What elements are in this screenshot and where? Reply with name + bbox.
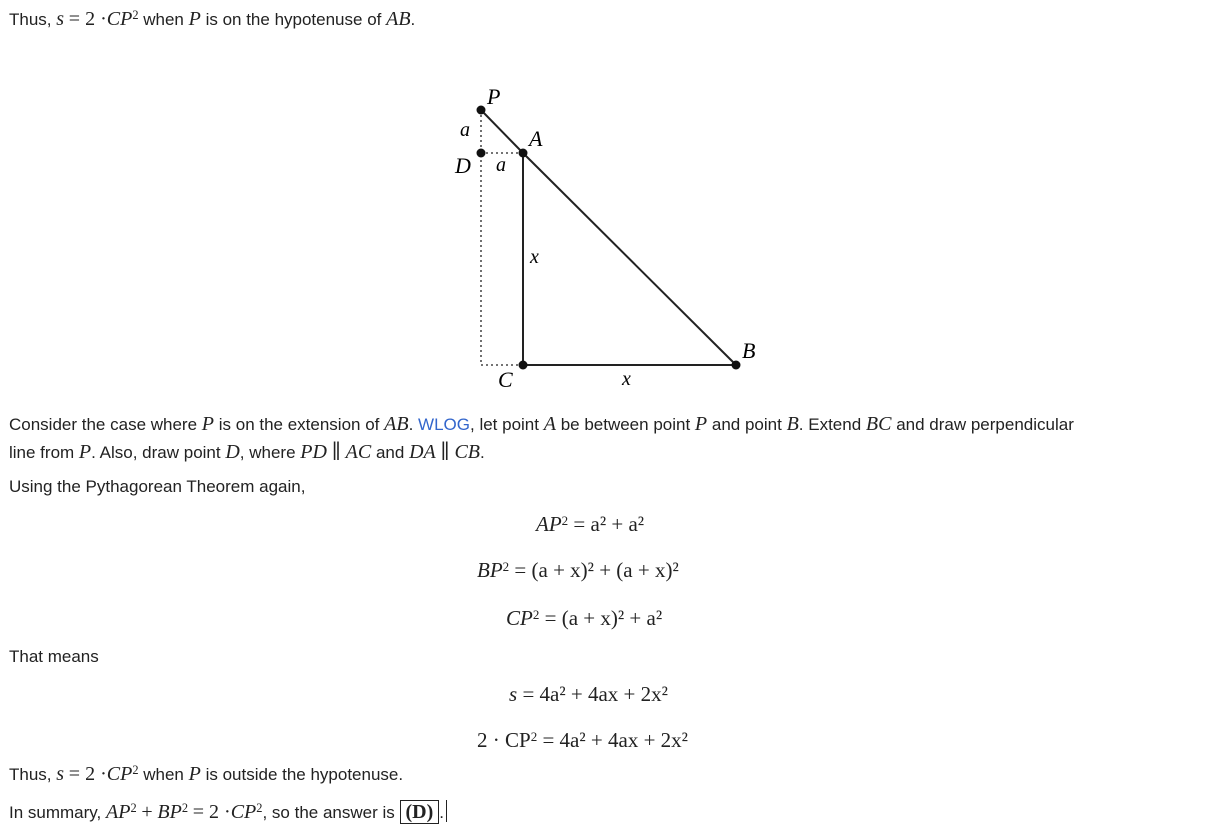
label-x-vertical: x [530,246,539,268]
cp-symbol: $CP^2$ [106,8,139,30]
label-a: A [529,126,543,151]
paragraph-extension-line-1: Consider the case where P is on the extension of AB. WLOG, let point A be between point P and point B. Extend BC and draw perpendicular [9,413,1074,435]
summary-line: In summary, $AP^2 + BP^2 = 2 \cdot CP^2$, so the answer is (D) . [9,800,447,824]
equation-s: s = 4a² + 4ax + 2x² [509,682,668,706]
triangle-diagram [440,80,780,395]
label-a-top: a [496,154,506,176]
label-c: C [498,367,513,392]
label-d: D [455,153,471,178]
wlog-link[interactable]: WLOG [418,415,470,434]
equation-2cp: $2 \cdot CP^2 = 4a^2 + 4ax + 2x^2$ [477,728,688,752]
label-a-left: a [460,119,470,141]
text-cursor [446,800,447,822]
label-p: P [487,84,501,109]
point-a [519,149,528,158]
equation-ap: $AP^2 = a^2 + a^2$ [536,512,645,536]
conclusion-line-hypotenuse: Thus, $s = 2 \cdot CP^2$ when P is on the hypotenuse of AB. [9,8,416,30]
label-x-horizontal: x [622,368,631,390]
segment-pa [481,110,523,153]
equation-cp: $CP^2 = (a + x)^2 + a^2$ [506,606,663,630]
answer-box: (D) [400,800,440,824]
paragraph-extension-line-2: line from P. Also, draw point D, where PD ∥ AC and DA ∥ CB. [9,441,485,463]
using-pythagorean-text: Using the Pythagorean Theorem again, [9,477,306,496]
segment-ab [523,153,736,365]
point-p [477,106,486,115]
point-d [477,149,486,158]
that-means-text: That means [9,647,99,666]
point-c [519,361,528,370]
label-b: B [742,338,756,363]
equation-bp: $BP^2 = (a + x)^2 + (a + x)^2$ [477,558,679,582]
point-b [732,361,741,370]
conclusion-line-outside: Thus, $s = 2 \cdot CP^2$ when P is outside the hypotenuse. [9,763,404,785]
